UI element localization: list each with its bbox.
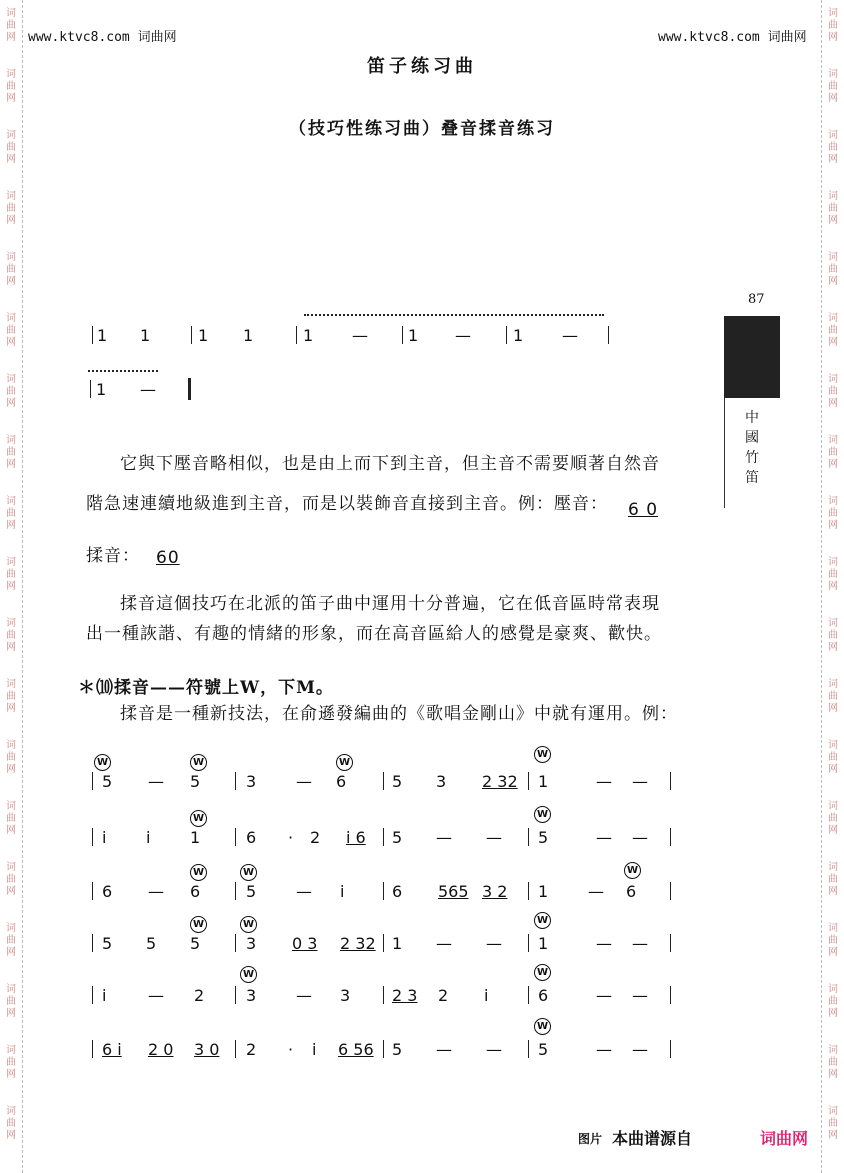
- side-tab-label: 中國竹笛: [745, 410, 759, 486]
- section-heading: ＊⑽揉音——符號上W，下M。: [78, 678, 334, 698]
- score-note: —: [632, 828, 648, 847]
- bar-line: [92, 772, 93, 790]
- watermark-text: 词 曲 网: [6, 618, 16, 653]
- score-note: 2 32: [482, 772, 518, 791]
- vibrato-ornament-icon: W: [534, 746, 551, 763]
- score-note: i: [102, 828, 107, 847]
- octave-dots-row2: [88, 370, 158, 372]
- watermark-text: 词 曲 网: [6, 313, 16, 348]
- score-note: 3: [246, 772, 257, 791]
- score-note: 6: [102, 882, 113, 901]
- score-note: —: [596, 1040, 612, 1059]
- bar-line: [92, 326, 93, 344]
- watermark-text: 词 曲 网: [828, 130, 838, 165]
- staff-note: 1: [303, 326, 314, 345]
- vibrato-ornament-icon: W: [190, 810, 207, 827]
- bar-line: [506, 326, 507, 344]
- score-note: i: [340, 882, 345, 901]
- watermark-text: 词 曲 网: [828, 740, 838, 775]
- watermark-text: 词 曲 网: [828, 374, 838, 409]
- score-note: i: [102, 986, 107, 1005]
- score-note: i 6: [346, 828, 366, 847]
- score-note: 5: [538, 1040, 549, 1059]
- vibrato-ornament-icon: W: [240, 966, 257, 983]
- score-note: 3: [246, 934, 257, 953]
- watermark-text: 词 曲 网: [828, 8, 838, 43]
- staff-note: 1: [408, 326, 419, 345]
- example-press-note: 6 0: [628, 500, 659, 520]
- watermark-text: 词 曲 网: [6, 130, 16, 165]
- score-note: 3: [340, 986, 351, 1005]
- score-note: 5: [190, 772, 201, 791]
- bar-line: [92, 882, 93, 900]
- bar-line: [235, 1040, 236, 1058]
- score-note: —: [436, 934, 452, 953]
- watermark-text: 词 曲 网: [6, 679, 16, 714]
- score-note: 5: [392, 828, 403, 847]
- score-note: 5: [392, 772, 403, 791]
- score-note: 3: [246, 986, 257, 1005]
- footer-brand[interactable]: 词曲网: [760, 1129, 809, 1148]
- score-note: 565: [438, 882, 469, 901]
- score-note: 2: [194, 986, 205, 1005]
- score-note: 2 0: [148, 1040, 174, 1059]
- bar-line: [528, 986, 529, 1004]
- watermark-text: 词 曲 网: [828, 1045, 838, 1080]
- score-note: 6 56: [338, 1040, 374, 1059]
- score-note: 6: [246, 828, 257, 847]
- watermark-text: 词 曲 网: [6, 740, 16, 775]
- score-note: 6: [190, 882, 201, 901]
- side-tab-block: [724, 316, 780, 398]
- bar-line: [235, 828, 236, 846]
- bar-line: [528, 1040, 529, 1058]
- vibrato-ornament-icon: W: [190, 864, 207, 881]
- bar-line: [92, 986, 93, 1004]
- paragraph-1-line-2: 階急速連續地級進到主音，而是以裝飾音直接到主音。例：壓音：: [86, 494, 608, 514]
- score-note: 2: [310, 828, 321, 847]
- score-note: 1: [538, 772, 549, 791]
- bar-line: [528, 882, 529, 900]
- score-note: —: [296, 772, 312, 791]
- score-note: 6: [392, 882, 403, 901]
- bar-line: [235, 882, 236, 900]
- vibrato-ornament-icon: W: [534, 806, 551, 823]
- score-note: —: [596, 986, 612, 1005]
- watermark-text: 词 曲 网: [6, 1045, 16, 1080]
- score-note: —: [436, 828, 452, 847]
- example-vibrato-note: 60: [156, 548, 180, 568]
- watermark-text: 词 曲 网: [6, 923, 16, 958]
- score-note: 5: [146, 934, 157, 953]
- score-note: 1: [190, 828, 201, 847]
- watermark-text: 词 曲 网: [6, 8, 16, 43]
- vibrato-ornament-icon: W: [534, 1018, 551, 1035]
- bar-line: [235, 934, 236, 952]
- score-note: 5: [538, 828, 549, 847]
- score-note: 5: [246, 882, 257, 901]
- right-watermark-strip: [821, 0, 844, 1173]
- score-note: —: [486, 934, 502, 953]
- score-note: 2: [246, 1040, 257, 1059]
- score-note: 6: [336, 772, 347, 791]
- bar-line: [383, 882, 384, 900]
- score-note: —: [436, 1040, 452, 1059]
- bar-line: [528, 772, 529, 790]
- watermark-text: 词 曲 网: [828, 862, 838, 897]
- bar-line: [528, 934, 529, 952]
- score-note: 3 2: [482, 882, 508, 901]
- paragraph-2-line-2: 出一種詼諧、有趣的情緒的形象，而在高音區給人的感覺是豪爽、歡快。: [86, 624, 662, 644]
- paragraph-1-line-3: 揉音：: [86, 546, 140, 566]
- score-note: ·: [288, 828, 294, 847]
- vibrato-ornament-icon: W: [240, 864, 257, 881]
- watermark-text: 词 曲 网: [6, 862, 16, 897]
- bar-line: [402, 326, 403, 344]
- bar-line: [383, 934, 384, 952]
- bar-line: [191, 326, 192, 344]
- watermark-text: 词 曲 网: [828, 618, 838, 653]
- score-note: 5: [190, 934, 201, 953]
- side-tab-line: [724, 398, 725, 508]
- score-note: —: [148, 772, 164, 791]
- watermark-text: 词 曲 网: [828, 496, 838, 531]
- watermark-text: 词 曲 网: [6, 374, 16, 409]
- bar-line: [383, 772, 384, 790]
- bar-line: [528, 828, 529, 846]
- score-note: 1: [538, 882, 549, 901]
- staff-note: 1: [198, 326, 209, 345]
- paragraph-1-line-1: 它與下壓音略相似，也是由上而下到主音，但主音不需要順著自然音: [120, 454, 660, 474]
- score-note: 2: [438, 986, 449, 1005]
- score-note: 6: [538, 986, 549, 1005]
- score-note: —: [596, 772, 612, 791]
- watermark-text: 词 曲 网: [828, 801, 838, 836]
- bar-line: [235, 772, 236, 790]
- staff-note: 1: [140, 326, 151, 345]
- score-note: 3 0: [194, 1040, 220, 1059]
- watermark-text: 词 曲 网: [6, 801, 16, 836]
- bar-line: [608, 326, 609, 344]
- score-note: 5: [392, 1040, 403, 1059]
- vibrato-ornament-icon: W: [534, 912, 551, 929]
- score-note: —: [148, 986, 164, 1005]
- watermark-text: 词 曲 网: [6, 984, 16, 1019]
- vibrato-ornament-icon: W: [336, 754, 353, 771]
- watermark-text: 词 曲 网: [6, 191, 16, 226]
- bar-line: [670, 882, 671, 900]
- bar-line: [235, 986, 236, 1004]
- staff-note: —: [562, 326, 578, 345]
- bar-line: [92, 934, 93, 952]
- score-note: ·: [288, 1040, 294, 1059]
- score-note: 1: [392, 934, 403, 953]
- watermark-text: 词 曲 网: [828, 435, 838, 470]
- staff-note: 1: [97, 326, 108, 345]
- score-note: —: [296, 986, 312, 1005]
- bar-line: [670, 1040, 671, 1058]
- staff-note: 1: [96, 380, 107, 399]
- staff-note: —: [455, 326, 471, 345]
- score-note: —: [596, 828, 612, 847]
- page-subtitle: （技巧性练习曲）叠音揉音练习: [289, 119, 555, 139]
- score-note: —: [296, 882, 312, 901]
- footer-source: 本曲谱源自: [612, 1129, 693, 1148]
- bar-line: [90, 380, 91, 398]
- bar-line: [296, 326, 297, 344]
- bar-line: [670, 934, 671, 952]
- bar-line: [92, 828, 93, 846]
- watermark-text: 词 曲 网: [6, 435, 16, 470]
- vibrato-ornament-icon: W: [240, 916, 257, 933]
- staff-note: 1: [243, 326, 254, 345]
- bar-line: [383, 986, 384, 1004]
- score-note: —: [596, 934, 612, 953]
- score-note: —: [486, 828, 502, 847]
- score-note: i: [312, 1040, 317, 1059]
- watermark-text: 词 曲 网: [828, 923, 838, 958]
- score-note: —: [632, 772, 648, 791]
- score-note: 2 32: [340, 934, 376, 953]
- watermark-text: 词 曲 网: [828, 984, 838, 1019]
- score-note: i: [484, 986, 489, 1005]
- score-note: —: [486, 1040, 502, 1059]
- watermark-text: 词 曲 网: [828, 69, 838, 104]
- left-watermark-strip: [0, 0, 23, 1173]
- score-note: 5: [102, 934, 113, 953]
- staff-note: —: [352, 326, 368, 345]
- score-note: 1: [538, 934, 549, 953]
- watermark-text: 词 曲 网: [6, 252, 16, 287]
- score-note: —: [632, 986, 648, 1005]
- score-note: 0 3: [292, 934, 318, 953]
- bar-line: [670, 828, 671, 846]
- vibrato-ornament-icon: W: [190, 754, 207, 771]
- watermark-text: 词 曲 网: [828, 252, 838, 287]
- watermark-text: 词 曲 网: [828, 313, 838, 348]
- header-right-url[interactable]: www.ktvc8.com 词曲网: [658, 30, 807, 45]
- vibrato-ornament-icon: W: [190, 916, 207, 933]
- footer-prefix: 图片: [578, 1132, 603, 1146]
- watermark-text: 词 曲 网: [828, 1106, 838, 1141]
- section-intro: 揉音是一種新技法，在俞遜發編曲的《歌唱金剛山》中就有運用。例：: [120, 704, 678, 724]
- bar-line: [670, 772, 671, 790]
- watermark-text: 词 曲 网: [6, 69, 16, 104]
- vibrato-ornament-icon: W: [534, 964, 551, 981]
- watermark-text: 词 曲 网: [828, 557, 838, 592]
- watermark-text: 词 曲 网: [828, 191, 838, 226]
- watermark-text: 词 曲 网: [6, 496, 16, 531]
- vibrato-ornament-icon: W: [624, 862, 641, 879]
- bar-line: [670, 986, 671, 1004]
- score-note: 3: [436, 772, 447, 791]
- score-note: i: [146, 828, 151, 847]
- score-note: —: [148, 882, 164, 901]
- staff-note: 1: [513, 326, 524, 345]
- score-note: —: [632, 1040, 648, 1059]
- score-note: 5: [102, 772, 113, 791]
- watermark-text: 词 曲 网: [6, 1106, 16, 1141]
- vibrato-ornament-icon: W: [94, 754, 111, 771]
- score-note: 6: [626, 882, 637, 901]
- octave-dots-row1: [304, 314, 604, 316]
- header-left-url[interactable]: www.ktvc8.com 词曲网: [28, 30, 177, 45]
- bar-line: [383, 1040, 384, 1058]
- paragraph-2-line-1: 揉音這個技巧在北派的笛子曲中運用十分普遍，它在低音區時常表現: [120, 594, 660, 614]
- score-note: 2 3: [392, 986, 418, 1005]
- watermark-text: 词 曲 网: [828, 679, 838, 714]
- final-bar-line: [188, 378, 191, 400]
- bar-line: [383, 828, 384, 846]
- watermark-text: 词 曲 网: [6, 557, 16, 592]
- staff-note: —: [140, 380, 156, 399]
- score-note: —: [588, 882, 604, 901]
- bar-line: [92, 1040, 93, 1058]
- score-note: 6 i: [102, 1040, 122, 1059]
- page-title: 笛子练习曲: [367, 56, 477, 77]
- page-number: 87: [748, 292, 765, 307]
- score-note: —: [632, 934, 648, 953]
